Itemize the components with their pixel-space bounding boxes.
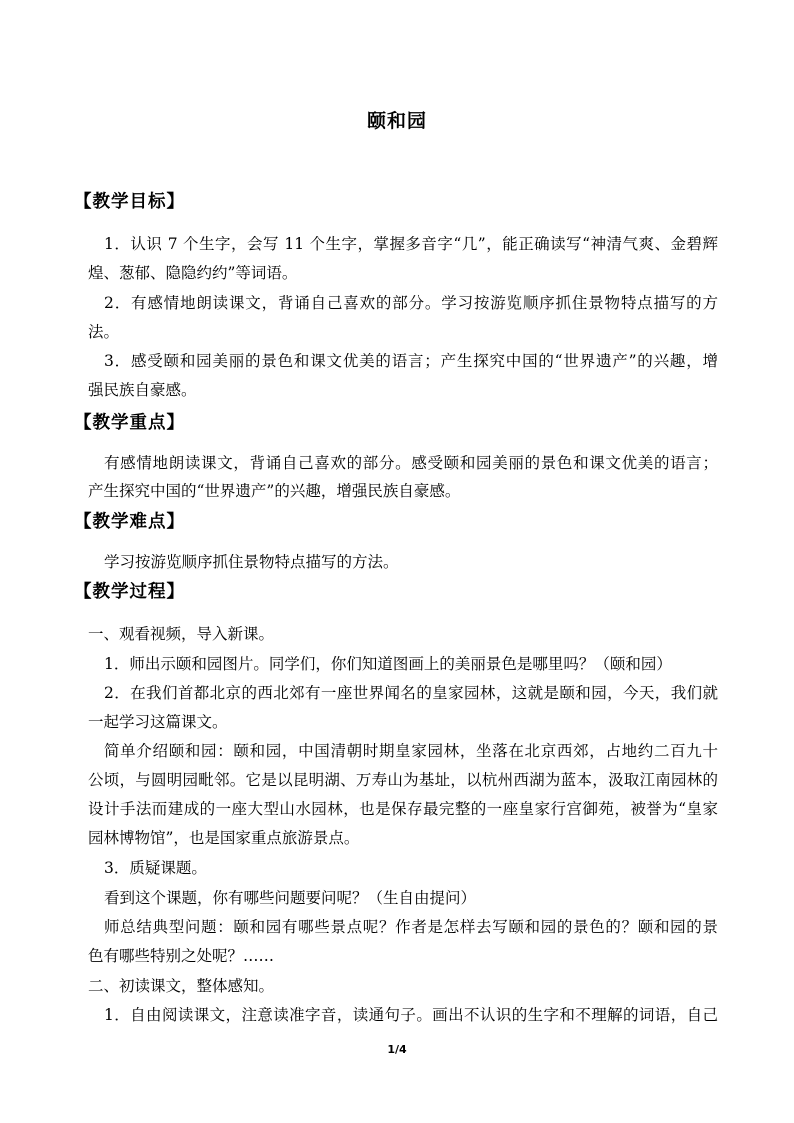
key-points-line: 有感情地朗读课文，背诵自己喜欢的部分。感受颐和园美丽的景色和课文优美的语言； (104, 454, 718, 472)
section-heading-goals: 【教学目标】 (74, 192, 185, 212)
process-line: 师总结典型问题：颐和园有哪些景点呢？作者是怎样去写颐和园的景色的？颐和园的景 (104, 918, 718, 936)
process-line: 2．在我们首都北京的西北郊有一座世界闻名的皇家园林，这就是颐和园，今天，我们就 (104, 684, 718, 702)
process-line: 简单介绍颐和园：颐和园，中国清朝时期皇家园林，坐落在北京西郊，占地约二百九十 (104, 742, 718, 760)
section-heading-process: 【教学过程】 (74, 582, 185, 602)
difficulties-line: 学习按游览顺序抓住景物特点描写的方法。 (104, 553, 399, 571)
page-number: 1/4 (387, 1043, 407, 1056)
section-heading-difficulties: 【教学难点】 (74, 512, 185, 532)
process-line: 1．自由阅读课文，注意读准字音，读通句子。画出不认识的生字和不理解的词语，自己 (104, 1006, 718, 1024)
goals-line: 法。 (88, 323, 120, 341)
section-heading-key-points: 【教学重点】 (74, 413, 185, 433)
process-line: 一、观看视频，导入新课。 (88, 625, 275, 643)
process-line: 看到这个课题，你有哪些问题要问呢？（生自由提问） (104, 889, 477, 907)
process-line: 设计手法而建成的一座大型山水园林，也是保存最完整的一座皇家行宫御苑，被誉为“皇家 (88, 800, 718, 818)
process-line: 色有哪些特别之处呢？…… (88, 947, 275, 965)
process-line: 1．师出示颐和园图片。同学们，你们知道图画上的美丽景色是哪里吗？（颐和园） (104, 655, 672, 673)
goals-line: 1．认识 7 个生字，会写 11 个生字，掌握多音字“几”，能正确读写“神清气爽、金碧辉 (104, 235, 718, 253)
goals-line: 煌、葱郁、隐隐约约”等词语。 (88, 264, 298, 282)
page-title: 颐和园 (366, 110, 427, 132)
process-line: 一起学习这篇课文。 (88, 713, 228, 731)
goals-line: 3．感受颐和园美丽的景色和课文优美的语言；产生探究中国的“世界遗产”的兴趣，增 (104, 352, 718, 370)
goals-line: 2．有感情地朗读课文，背诵自己喜欢的部分。学习按游览顺序抓住景物特点描写的方 (104, 294, 718, 312)
process-line: 公顷，与圆明园毗邻。它是以昆明湖、万寿山为基址，以杭州西湖为蓝本，汲取江南园林的 (88, 771, 718, 789)
process-line: 二、初读课文，整体感知。 (88, 977, 275, 995)
key-points-line: 产生探究中国的“世界遗产”的兴趣，增强民族自豪感。 (88, 482, 461, 500)
process-line: 园林博物馆”，也是国家重点旅游景点。 (88, 829, 360, 847)
process-line: 3．质疑课题。 (104, 859, 207, 877)
goals-line: 强民族自豪感。 (88, 381, 197, 399)
